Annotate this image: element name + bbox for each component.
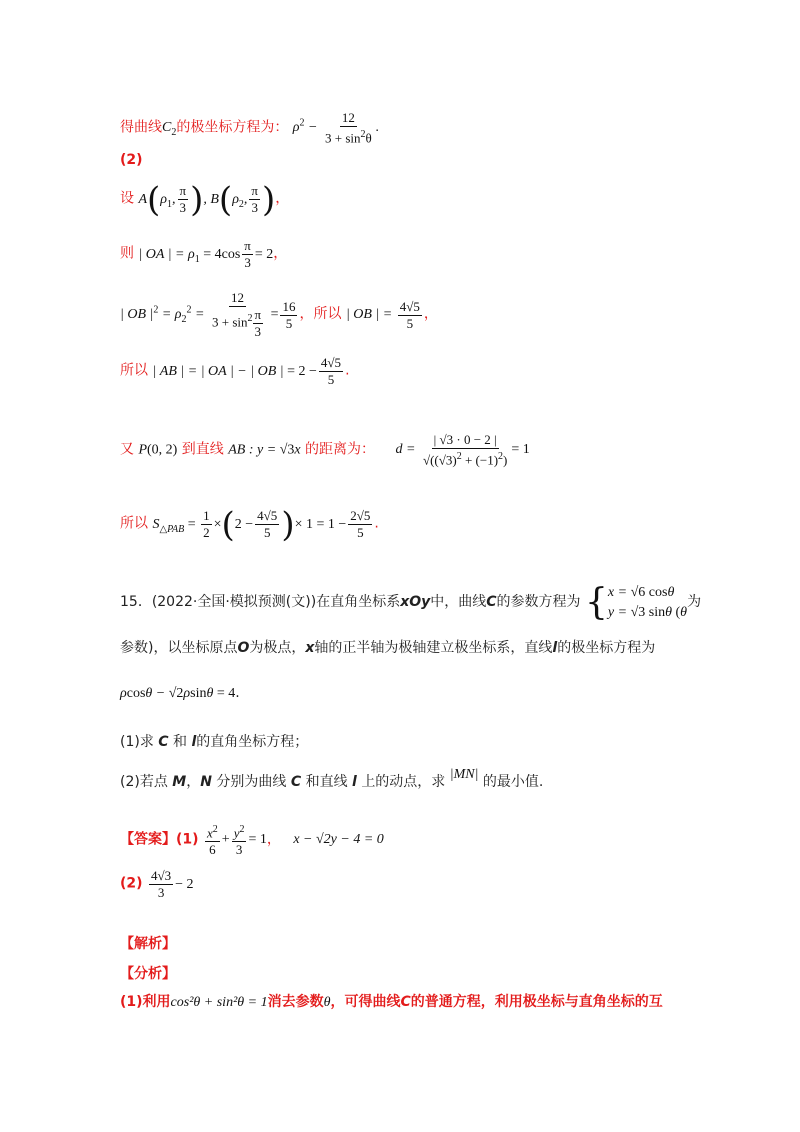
text: 和直线 <box>305 774 348 790</box>
last-line: (1)利用cos²θ + sin²θ = 1消去参数θ，可得曲线C的普通方程，利用极坐标与直角坐标的互 <box>120 994 663 1010</box>
dist-line <box>120 432 530 468</box>
text: 设 <box>120 190 134 207</box>
text: 中，曲线 <box>430 594 487 611</box>
math-d: d = $\frac{| √3 \cdot 0 - 2 |}{√((√3)^2 + (-1)^2)}$ = 1 <box>395 432 530 468</box>
text: (2) <box>120 875 143 892</box>
text: 为 <box>687 594 702 611</box>
text: N <box>200 774 212 790</box>
math-ab: $A(\rho_1$, $\frac{\pi}{3}$ ), $B(\rho_2$, $\frac{\pi}{3}$ ) <box>138 179 276 220</box>
math-oa: | OA | = $\rho_1 = 4\cos$ $\frac{\pi}{3}$ = 2 <box>138 238 274 270</box>
text: (1)利用 <box>120 994 171 1010</box>
text: C <box>290 774 302 790</box>
fenxi-label: 【分析】 <box>120 966 176 982</box>
text: 15．(2022·全国·模拟预测(文))在直角坐标系 <box>120 594 401 611</box>
math-identity: cos²θ + sin²θ = 1 <box>170 995 268 1010</box>
c2-polar-line <box>120 110 379 146</box>
text: 又 <box>120 441 134 458</box>
area-line: 所以 $S_{\triangle PAB}$ = $\frac{1}{2}$ ×(2 − $\frac{4√5}{5}$ )× 1 = 1 − $\frac{2√5}{5}$ . <box>120 504 379 545</box>
text: (2)若点 <box>120 774 168 790</box>
text: 消去参数 <box>267 994 324 1010</box>
text: 的极坐标方程为： <box>176 119 289 136</box>
math-polar: ρcosθ − √2ρsinθ = 4 <box>120 686 236 701</box>
text: 和 <box>173 734 188 750</box>
text: 的最小值. <box>482 774 544 790</box>
set-ab-line: 设 $A(\rho_1$, $\frac{\pi}{3}$ ), $B(\rho_2$, $\frac{\pi}{3}$ )， <box>120 179 290 220</box>
q15-line1 <box>120 583 701 623</box>
part2-label: (2) <box>120 152 143 168</box>
answer2-line <box>120 868 194 901</box>
text: C <box>158 734 169 750</box>
text: C <box>486 594 497 611</box>
text: 轴的正半轴为极轴建立极坐标系，直线 <box>314 640 553 656</box>
text: 为极点， <box>249 640 306 656</box>
text: O <box>237 640 250 656</box>
text: 到直线 <box>181 441 224 458</box>
math-c2: $C_2$ <box>162 120 177 139</box>
text: 参数)，以坐标原点 <box>120 640 238 656</box>
text: 的直角坐标方程； <box>196 734 309 750</box>
text: 得曲线 <box>120 119 162 136</box>
text: M <box>172 774 187 790</box>
answer-line: 【答案】(1) $\frac{x^2}{6}$ + $\frac{y^2}{3}$ = 1， x − √2y − 4 = 0 <box>120 824 384 858</box>
text: 所以 <box>120 362 148 379</box>
q15-sub1 <box>120 732 308 752</box>
text: l <box>352 774 357 790</box>
text: (1) <box>176 831 199 848</box>
text: 分别为曲线 <box>216 774 287 790</box>
oa-line: 则 | OA | = $\rho_1 = 4\cos$ $\frac{\pi}{3}$ = 2， <box>120 238 288 270</box>
math-param: { x = √6 cosθ y = √3 sinθ (θ <box>585 582 688 623</box>
math-ab-len: | AB | = | OA | − | OB | = 2 − $\frac{4√5}{5}$ <box>152 355 342 387</box>
q15-sub2 <box>120 767 544 793</box>
q15-line2 <box>120 638 655 658</box>
analysis-label: 【解析】 <box>120 936 176 952</box>
text: 的参数方程为 <box>496 594 581 611</box>
text: ，所以 <box>299 306 342 323</box>
math-line: x − √2y − 4 = 0 <box>293 832 384 848</box>
q15-polar-line: ρcosθ − √2ρsinθ = 4. <box>120 685 240 701</box>
math-ob2: | OB | = $\frac{4√5}{5}$ <box>345 298 420 331</box>
math-ab-line: AB : y = √3x <box>228 442 301 458</box>
math-p: P(0, 2) <box>138 442 178 458</box>
math-ob: | OB $|^2 = \rho_2^2$ = 12 $3 + \sin^2$ $\frac{\pi}{3}$ = $\frac{16}{5}$ <box>120 290 296 339</box>
text: 的距离为： <box>305 441 376 458</box>
text: C <box>400 994 411 1010</box>
ob-line: | OB $|^2 = \rho_2^2$ = 12 $3 + \sin^2$ $\frac{\pi}{3}$ = $\frac{16}{5}$ ，所以 | OB | = $\frac{4√5}{5}$ ， <box>120 290 438 339</box>
text: xOy <box>400 594 431 611</box>
text: 的极坐标方程为 <box>557 640 656 656</box>
math-rho-eq: $\rho^2$ − $\frac{12}{3 + \sin^2\theta}$ . <box>292 110 380 146</box>
math-ans2: $\frac{4√3}{3}$ − 2 <box>151 868 194 900</box>
text: x <box>305 640 315 656</box>
math-ellipse: $\frac{x^2}{6}$ + $\frac{y^2}{3}$ = 1 <box>207 824 267 858</box>
text: 上的动点，求 <box>361 774 446 790</box>
text: 【答案】 <box>120 831 176 848</box>
text: l <box>552 640 558 656</box>
ab-line: 所以 | AB | = | OA | − | OB | = 2 − $\frac{4√5}{5}$ . <box>120 355 350 387</box>
text: ， <box>186 774 201 790</box>
math-area: $S_{\triangle PAB}$ = $\frac{1}{2}$ ×(2 − $\frac{4√5}{5}$ )× 1 = 1 − $\frac{2√5}{5}$ <box>152 504 371 545</box>
text: (1)求 <box>120 734 154 750</box>
text: 所以 <box>120 515 148 532</box>
text: ，可得曲线 <box>330 994 401 1010</box>
math-mn: |MN| <box>449 767 479 782</box>
text: 则 <box>120 245 134 262</box>
text: 的普通方程，利用极坐标与直角坐标的互 <box>410 994 663 1010</box>
text: l <box>191 734 197 750</box>
